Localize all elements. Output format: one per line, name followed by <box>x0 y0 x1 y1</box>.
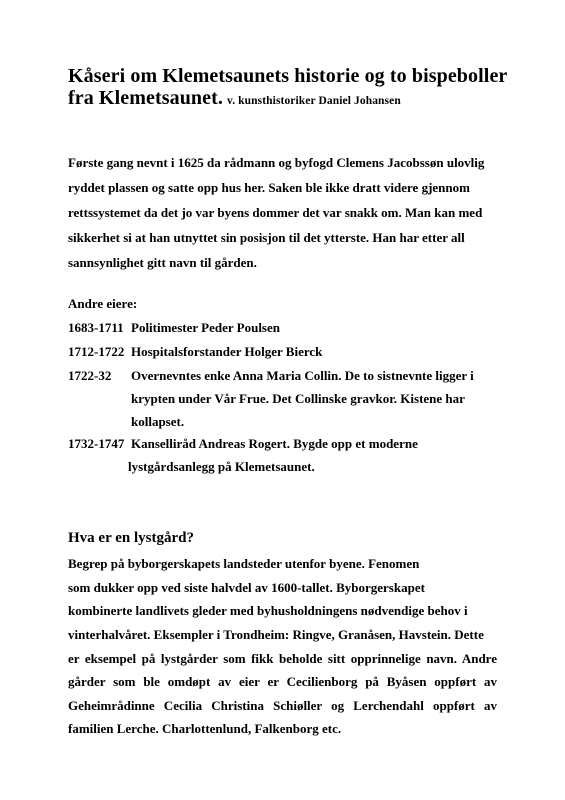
section-line: Geheimrådinne Cecilia Christina Schiøller og Lerchendahl oppført av <box>68 698 497 713</box>
owner-entry <box>68 344 322 360</box>
byline: v. kunsthistoriker Daniel Johansen <box>227 95 401 107</box>
owner-text: Kansellіråd Andreas Rogert. Bygde opp et moderne <box>131 436 418 451</box>
owners-heading: Andre eiere: <box>68 296 138 311</box>
owner-entry <box>68 368 474 384</box>
section-line: kombinerte landlivets gleder med byhusholdningens nødvendige behov i <box>68 603 468 618</box>
owner-text: Politimester Peder Poulsen <box>131 320 280 335</box>
section-line: Begrep på byborgerskapets landsteder utenfor byene. Fenomen <box>68 556 420 571</box>
intro-line: sikkerhet si at han utnyttet sin posisjon til det ytterste. Han har etter all <box>68 230 465 245</box>
intro-line: sannsynlighet gitt navn til gården. <box>68 255 257 270</box>
title-line-2 <box>68 87 401 110</box>
section-line: er eksempel på lystgårder som fikk beholde sitt opprinnelige navn. Andre <box>68 651 497 666</box>
section-line: som dukker opp ved siste halvdel av 1600-tallet. Byborgerskapet <box>68 580 425 595</box>
owner-entry <box>68 436 418 452</box>
section-line: vinterhalvåret. Eksempler i Trondheim: Ringve, Granåsen, Havstein. Dette <box>68 627 484 642</box>
owner-years: 1732-1747 <box>68 436 125 451</box>
title-line-2-text: fra Klemetsaunet. <box>68 87 223 109</box>
owner-years: 1722-32 <box>68 368 112 383</box>
intro-line: ryddet plassen og satte opp hus her. Saken ble ikke dratt videre gjennom <box>68 180 470 195</box>
owner-entry <box>68 320 280 336</box>
intro-line: rettssystemet da det jo var byens dommer det var snakk om. Man kan med <box>68 205 483 220</box>
owner-text-continued: kollapset. <box>131 414 185 429</box>
owner-text-continued: lystgårdsanlegg på Klemetsaunet. <box>128 459 315 474</box>
section-heading: Hva er en lystgård? <box>68 530 194 546</box>
intro-line: Første gang nevnt i 1625 da rådmann og byfogd Clemens Jacobssøn ulovlig <box>68 155 485 170</box>
owner-years: 1712-1722 <box>68 344 125 359</box>
owner-text: Overnevntes enke Anna Maria Collin. De to sistnevnte ligger i <box>131 368 474 383</box>
owner-years: 1683-1711 <box>68 320 124 335</box>
owner-text-continued: krypten under Vår Frue. Det Collinske gravkor. Kistene har <box>131 391 465 406</box>
section-line: gårder som ble omdøpt av eier er Cecilienborg på Byåsen oppført av <box>68 674 497 689</box>
owner-text: Hospitalsforstander Holger Bierck <box>131 344 323 359</box>
section-line: familien Lerche. Charlottenlund, Falkenborg etc. <box>68 721 342 736</box>
title-line-1: Kåseri om Klemetsaunets historie og to bispeboller <box>68 65 508 87</box>
